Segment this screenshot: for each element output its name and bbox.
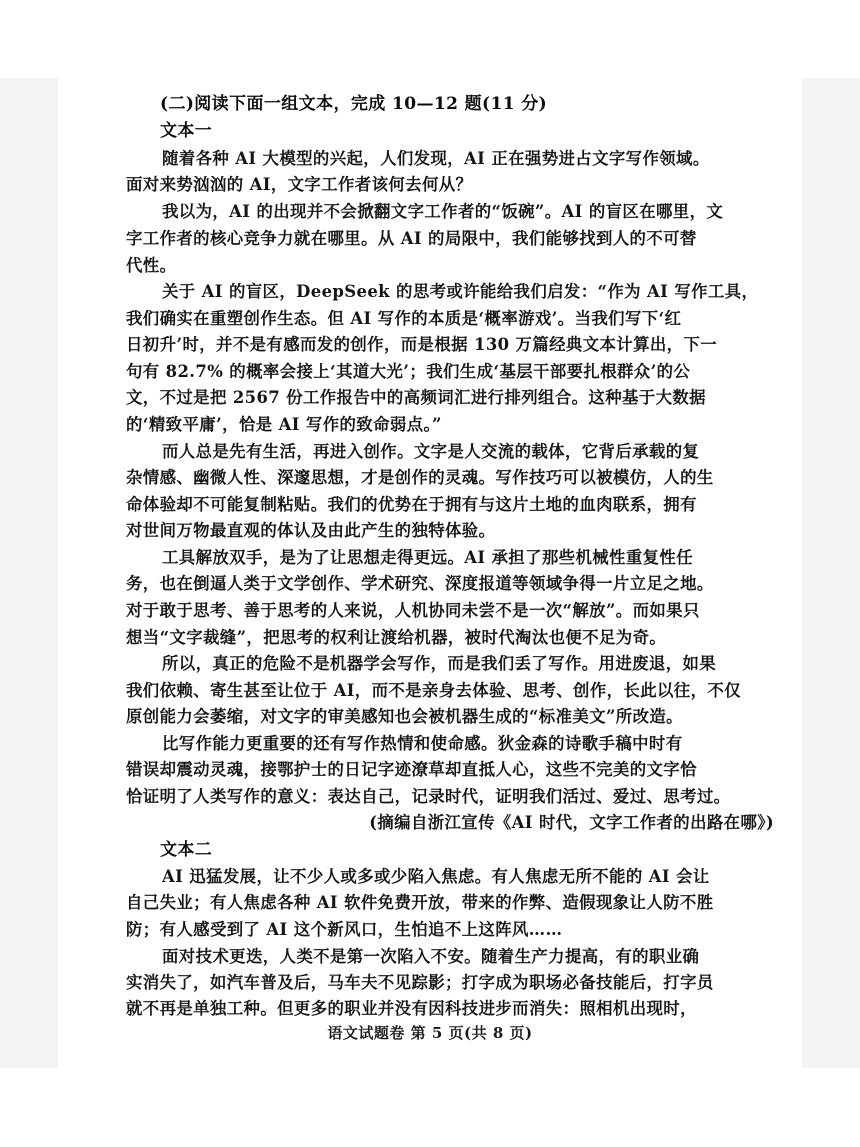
text2-line: 面对技术更迭，人类不是第一次陷入不安。随着生产力提高，有的职业确 — [162, 947, 700, 966]
text2-heading: 文本二 — [160, 840, 213, 860]
text1-line: 恰证明了人类写作的意义：表达自己，记录时代，证明我们活过、爱过、思考过。 — [126, 787, 731, 806]
text1-line: 原创能力会萎缩，对文字的审美感知也会被机器生成的“标准美文”所改造。 — [126, 707, 683, 726]
text1-line: 想当“文字裁缝”，把思考的权利让渡给机器，被时代淘汰也便不足为奇。 — [126, 628, 667, 647]
text1-line: 我们确实在重塑创作生态。但 AI 写作的本质是‘概率游戏’。当我们写下‘红 — [126, 309, 682, 328]
text1-line: 杂情感、幽微人性、深邃思想，才是创作的灵魂。写作技巧可以被模仿，人的生 — [126, 468, 714, 487]
text2-line: 自己失业；有人焦虑各种 AI 软件免费开放，带来的作弊、造假现象让人防不胜 — [126, 893, 714, 912]
text2-line: 就不再是单独工种。但更多的职业并没有因科技进步而消失：照相机出现时， — [126, 999, 697, 1018]
text1-line: 务，也在倒逼人类于文学创作、学术研究、深度报道等领域争得一片立足之地。 — [126, 574, 714, 593]
text1-line: 句有 82.7% 的概率会接上‘其道大光’；我们生成‘基层干部要扎根群众’的公 — [126, 362, 691, 381]
text1-source: (摘编自浙江宣传《AI 时代，文字工作者的出路在哪》) — [369, 813, 774, 832]
text1-line: 对世间万物最直观的体认及由此产生的独特体验。 — [126, 521, 496, 540]
text1-line: 比写作能力更重要的还有写作热情和使命感。狄金森的诗歌手稿中时有 — [162, 734, 683, 753]
text1-line: 字工作者的核心竞争力就在哪里。从 AI 的局限中，我们能够找到人的不可替 — [126, 229, 697, 248]
text2-line: 实消失了，如汽车普及后，马车夫不见踪影；打字成为职场必备技能后，打字员 — [126, 973, 714, 992]
section-heading: (二)阅读下面一组文本，完成 10—12 题(11 分) — [160, 94, 548, 114]
text1-line: 我以为，AI 的出现并不会掀翻文字工作者的“饭碗”。AI 的盲区在哪里，文 — [162, 202, 724, 221]
text1-line: 代性。 — [126, 256, 177, 275]
text1-line: 而人总是先有生活，再进入创作。文字是人交流的载体，它背后承载的复 — [162, 442, 700, 461]
text1-line: 所以，真正的危险不是机器学会写作，而是我们丢了写作。用进废退，如果 — [162, 654, 717, 673]
text1-line: 随着各种 AI 大模型的兴起，人们发现，AI 正在强势进占文字写作领域。 — [162, 149, 710, 168]
right-margin — [802, 78, 860, 1068]
left-margin — [0, 78, 58, 1068]
text1-line: 错误却震动灵魂，接鄂护士的日记字迹潦草却直抵人心，这些不完美的文字恰 — [126, 760, 697, 779]
text2-line: AI 迅猛发展，让不少人或多或少陷入焦虑。有人焦虑无所不能的 AI 会让 — [162, 867, 710, 886]
text1-line: 工具解放双手，是为了让思想走得更远。AI 承担了那些机械性重复性任 — [162, 548, 694, 567]
text1-line: 命体验却不可能复制粘贴。我们的优势在于拥有与这片土地的血肉联系，拥有 — [126, 495, 697, 514]
text1-line: 的‘精致平庸’，恰是 AI 写作的致命弱点。” — [126, 415, 442, 434]
page-footer: 语文试题卷 第 5 页(共 8 页) — [327, 1024, 533, 1042]
text1-heading: 文本一 — [160, 121, 213, 141]
text2-line: 防；有人感受到了 AI 这个新风口，生怕追不上这阵风…… — [126, 920, 563, 939]
text1-line: 面对来势汹汹的 AI，文字工作者该何去何从？ — [126, 175, 473, 194]
text1-line: 文，不过是把 2567 份工作报告中的高频词汇进行排列组合。这种基于大数据 — [126, 388, 706, 407]
text1-line: 日初升’时，并不是有感而发的创作，而是根据 130 万篇经典文本计算出，下一 — [126, 335, 718, 354]
text1-line: 关于 AI 的盲区，DeepSeek 的思考或许能给我们启发：“作为 AI 写作工具， — [162, 282, 759, 301]
text1-line: 我们依赖、寄生甚至让位于 AI，而不是亲身去体验、思考、创作，长此以往，不仅 — [126, 681, 741, 700]
text1-line: 对于敢于思考、善于思考的人来说，人机协同未尝不是一次“解放”。而如果只 — [126, 601, 700, 620]
